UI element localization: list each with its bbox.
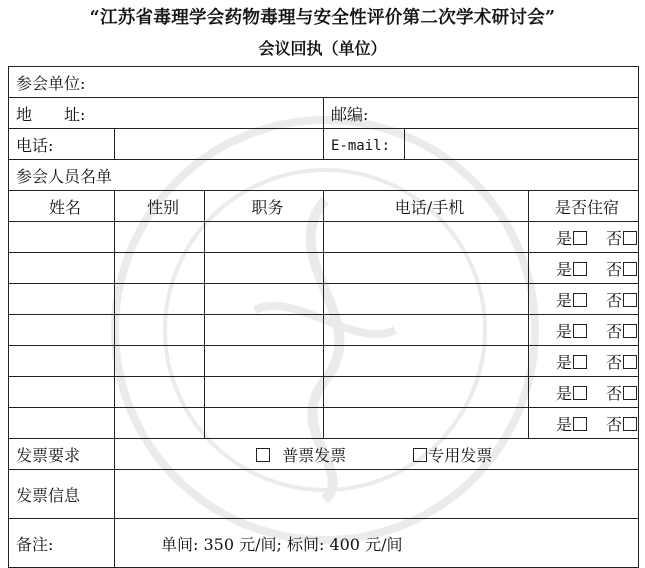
col-name: 姓名 bbox=[9, 191, 115, 222]
attendee-phone-input[interactable] bbox=[324, 284, 529, 315]
attendee-position-input[interactable] bbox=[205, 346, 324, 377]
attendees-label: 参会人员名单 bbox=[16, 166, 113, 186]
attendee-row bbox=[9, 346, 639, 377]
invoice-normal-label: 普票发票 bbox=[282, 445, 347, 465]
attendee-gender-input[interactable] bbox=[115, 346, 205, 377]
attendee-position-input[interactable] bbox=[205, 377, 324, 408]
lodging-yes-checkbox[interactable] bbox=[573, 231, 587, 245]
attendee-phone-input[interactable] bbox=[324, 408, 529, 439]
attendee-gender-input[interactable] bbox=[115, 253, 205, 284]
attendee-row bbox=[9, 284, 639, 315]
lodging-choice: 是 否 bbox=[529, 346, 639, 377]
col-lodging: 是否住宿 bbox=[529, 191, 639, 222]
attendee-name-input[interactable] bbox=[9, 346, 115, 377]
phone-row bbox=[9, 129, 639, 160]
attendee-gender-input[interactable] bbox=[115, 222, 205, 253]
attendee-name-input[interactable] bbox=[9, 408, 115, 439]
invoice-req-label: 发票要求 bbox=[16, 445, 81, 465]
invoice-info-field[interactable] bbox=[115, 470, 639, 519]
attendees-label-cell bbox=[9, 160, 639, 191]
address-field[interactable] bbox=[9, 98, 324, 129]
attendee-gender-input[interactable] bbox=[115, 377, 205, 408]
form-subtitle: 会议回执（单位） bbox=[258, 39, 387, 58]
unit-label: 参会单位: bbox=[16, 73, 86, 93]
invoice-special-label: 专用发票 bbox=[428, 445, 493, 465]
invoice-special-checkbox[interactable] bbox=[413, 448, 427, 462]
remarks-row bbox=[9, 519, 639, 568]
lodging-yes-checkbox[interactable] bbox=[573, 324, 587, 338]
attendee-row bbox=[9, 315, 639, 346]
form-title: “江苏省毒理学会药物毒理与安全性评价第二次学术研讨会” bbox=[89, 8, 556, 28]
attendee-phone-input[interactable] bbox=[324, 377, 529, 408]
invoice-info-row bbox=[9, 470, 639, 519]
lodging-no-checkbox[interactable] bbox=[623, 386, 637, 400]
attendee-row bbox=[9, 408, 639, 439]
lodging-choice: 是 否 bbox=[529, 315, 639, 346]
unit-row bbox=[9, 67, 639, 98]
lodging-no-checkbox[interactable] bbox=[623, 231, 637, 245]
attendee-position-input[interactable] bbox=[205, 222, 324, 253]
email-label: E-mail: bbox=[331, 137, 391, 154]
remarks-text: 单间: 350 元/间; 标间: 400 元/间 bbox=[161, 534, 403, 554]
col-position: 职务 bbox=[205, 191, 324, 222]
attendee-gender-input[interactable] bbox=[115, 408, 205, 439]
email-field[interactable] bbox=[405, 129, 639, 160]
lodging-yes-checkbox[interactable] bbox=[573, 386, 587, 400]
lodging-yes-checkbox[interactable] bbox=[573, 355, 587, 369]
invoice-info-label-cell bbox=[9, 470, 115, 519]
attendee-gender-input[interactable] bbox=[115, 315, 205, 346]
attendee-phone-input[interactable] bbox=[324, 253, 529, 284]
invoice-info-label: 发票信息 bbox=[16, 485, 81, 505]
attendee-position-input[interactable] bbox=[205, 284, 324, 315]
reply-form-table bbox=[8, 66, 639, 568]
attendee-name-input[interactable] bbox=[9, 284, 115, 315]
unit-field[interactable] bbox=[9, 67, 639, 98]
attendee-row bbox=[9, 377, 639, 408]
attendee-gender-input[interactable] bbox=[115, 284, 205, 315]
col-gender: 性别 bbox=[115, 191, 205, 222]
lodging-no-checkbox[interactable] bbox=[623, 262, 637, 276]
lodging-choice: 是 否 bbox=[529, 377, 639, 408]
attendee-position-input[interactable] bbox=[205, 408, 324, 439]
col-phone: 电话/手机 bbox=[324, 191, 529, 222]
attendees-header-row bbox=[9, 160, 639, 191]
lodging-no-checkbox[interactable] bbox=[623, 293, 637, 307]
lodging-yes-checkbox[interactable] bbox=[573, 262, 587, 276]
remarks-text-cell bbox=[115, 519, 639, 568]
lodging-no-checkbox[interactable] bbox=[623, 324, 637, 338]
attendee-row bbox=[9, 253, 639, 284]
lodging-choice: 是 否 bbox=[529, 284, 639, 315]
attendee-position-input[interactable] bbox=[205, 315, 324, 346]
invoice-req-label-cell bbox=[9, 439, 115, 470]
email-label-cell bbox=[324, 129, 405, 160]
attendee-position-input[interactable] bbox=[205, 253, 324, 284]
lodging-no-checkbox[interactable] bbox=[623, 355, 637, 369]
lodging-choice: 是 否 bbox=[529, 408, 639, 439]
phone-field[interactable] bbox=[115, 129, 324, 160]
attendee-row bbox=[9, 222, 639, 253]
invoice-requirement-row bbox=[9, 439, 639, 470]
address-label: 地 址: bbox=[16, 104, 86, 124]
remarks-label: 备注: bbox=[16, 534, 54, 554]
invoice-options bbox=[115, 439, 639, 470]
phone-label-cell bbox=[9, 129, 115, 160]
attendee-name-input[interactable] bbox=[9, 253, 115, 284]
lodging-yes-checkbox[interactable] bbox=[573, 293, 587, 307]
remarks-label-cell bbox=[9, 519, 115, 568]
lodging-choice: 是 否 bbox=[529, 222, 639, 253]
lodging-choice: 是 否 bbox=[529, 253, 639, 284]
attendee-name-input[interactable] bbox=[9, 315, 115, 346]
lodging-yes-checkbox[interactable] bbox=[573, 417, 587, 431]
attendee-phone-input[interactable] bbox=[324, 346, 529, 377]
attendee-name-input[interactable] bbox=[9, 222, 115, 253]
attendee-name-input[interactable] bbox=[9, 377, 115, 408]
phone-label: 电话: bbox=[16, 135, 54, 155]
address-row bbox=[9, 98, 639, 129]
postcode-field[interactable] bbox=[324, 98, 639, 129]
attendee-phone-input[interactable] bbox=[324, 222, 529, 253]
postcode-label: 邮编: bbox=[331, 104, 369, 124]
lodging-no-checkbox[interactable] bbox=[623, 417, 637, 431]
invoice-normal-checkbox[interactable] bbox=[256, 448, 270, 462]
attendees-columns-row bbox=[9, 191, 639, 222]
attendee-phone-input[interactable] bbox=[324, 315, 529, 346]
